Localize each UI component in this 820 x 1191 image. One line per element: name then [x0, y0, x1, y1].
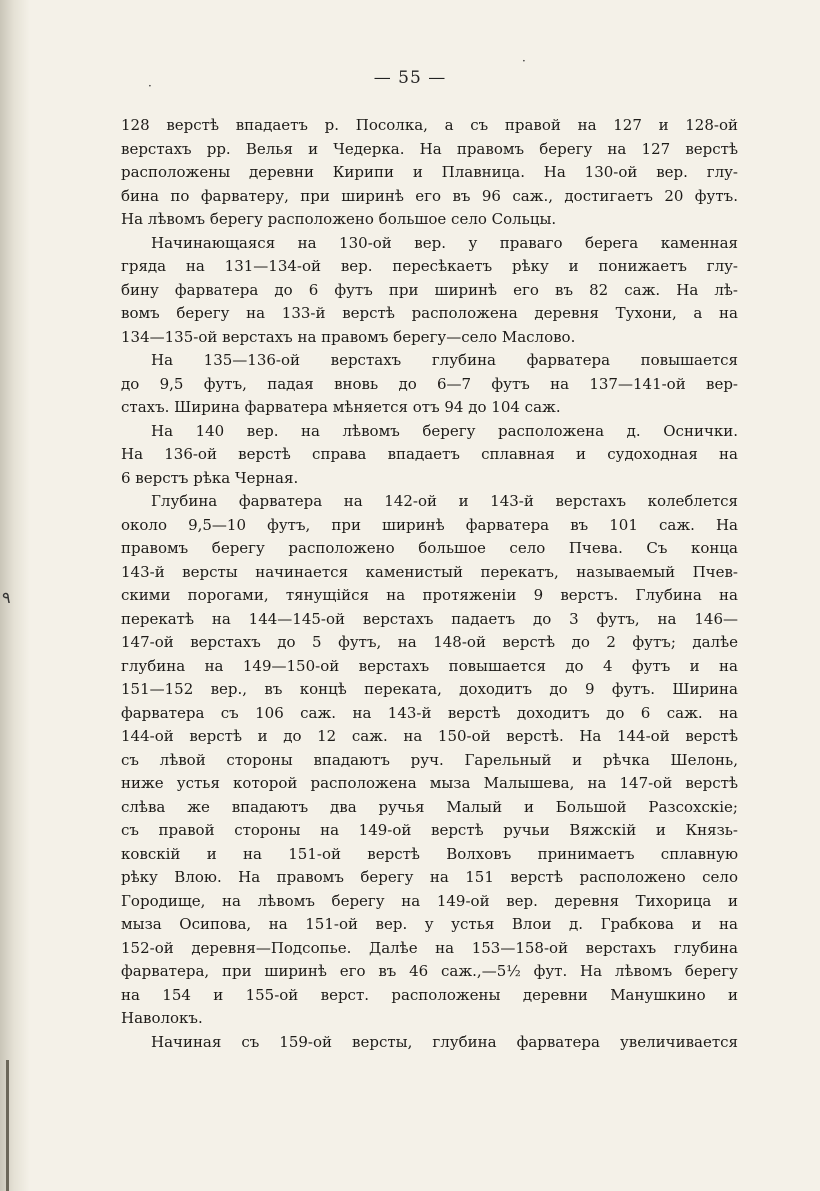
text-line: съ лѣвой стороны впадаютъ руч. Гарельный и рѣчка Шелонь,	[121, 750, 738, 769]
text-line: правомъ берегу расположено большое село Пчева. Съ конца	[121, 539, 738, 557]
text-line: мыза Осипова, на 151-ой вер. у устья Влои д. Грабкова и на	[121, 915, 738, 933]
text-line: На лѣвомъ берегу расположено большое село Сольцы.	[121, 210, 557, 228]
text-line: Городище, на лѣвомъ берегу на 149-ой вер. деревня Тихорица и	[121, 891, 738, 910]
text-line: 128 верстѣ впадаетъ р. Посолка, а съ правой на 127 и 128-ой	[121, 116, 738, 134]
text-line: слѣва же впадаютъ два ручья Малый и Большой Разсохскіе;	[121, 797, 738, 816]
body-text	[121, 114, 738, 1054]
text-line: 6 верстъ рѣка Черная.	[121, 468, 299, 487]
text-line: рѣку Влою. На правомъ берегу на 151 верстѣ расположено село	[121, 868, 738, 886]
text-line: фарватера, при ширинѣ его въ 46 саж.,—5½ фут. На лѣвомъ берегу	[121, 962, 738, 980]
text-line: фарватера съ 106 саж. на 143-й верстѣ доходитъ до 6 саж. на	[121, 703, 738, 722]
speck-mark: ٩	[2, 588, 11, 607]
text-line: гряда на 131—134-ой вер. пересѣкаетъ рѣку и понижаетъ глу-	[121, 257, 738, 275]
text-line: 151—152 вер., въ концѣ переката, доходитъ до 9 футъ. Ширина	[121, 680, 738, 698]
text-line: бина по фарватеру, при ширинѣ его въ 96 саж., достигаетъ 20 футъ.	[121, 186, 738, 205]
binding-edge	[6, 1060, 9, 1191]
text-line: стахъ. Ширина фарватера мѣняется отъ 94 до 104 саж.	[121, 398, 561, 416]
text-line: ниже устья которой расположена мыза Малышева, на 147-ой верстѣ	[121, 774, 738, 792]
page-number: — 55 —	[373, 68, 447, 88]
text-line: Глубина фарватера на 142-ой и 143-й верстахъ колеблется	[151, 492, 738, 510]
text-line: ковскій и на 151-ой верстѣ Волховъ принимаетъ сплавную	[121, 844, 738, 863]
text-line: Начинающаяся на 130-ой вер. у праваго берега каменная	[151, 233, 738, 252]
text-line: 143-й версты начинается каменистый перекатъ, называемый Пчев-	[121, 562, 738, 581]
text-line: Начиная съ 159-ой версты, глубина фарватера увеличивается	[151, 1032, 738, 1051]
text-line: Наволокъ.	[121, 1009, 203, 1027]
text-line: глубина на 149—150-ой верстахъ повышается до 4 футъ и на	[121, 656, 738, 675]
text-line: 134—135-ой верстахъ на правомъ берегу—село Маслово.	[121, 327, 576, 346]
text-line: около 9,5—10 футъ, при ширинѣ фарватера въ 101 саж. На	[121, 515, 738, 534]
text-line: верстахъ рр. Велья и Чедерка. На правомъ берегу на 127 верстѣ	[121, 139, 738, 158]
text-line: скими порогами, тянущійся на протяженіи 9 верстъ. Глубина на	[121, 586, 738, 604]
text-line: съ правой стороны на 149-ой верстѣ ручьи Вяжскій и Князь-	[121, 821, 738, 839]
text-line: расположены деревни Кирипи и Плавница. На 130-ой вер. глу-	[121, 163, 738, 181]
text-line: бину фарватера до 6 футъ при ширинѣ его въ 82 саж. На лѣ-	[121, 280, 738, 299]
text-line: На 140 вер. на лѣвомъ берегу расположена д. Оснички.	[151, 421, 738, 440]
speck-mark: ·	[148, 79, 152, 93]
text-line: 152-ой деревня—Подсопье. Далѣе на 153—158-ой верстахъ глубина	[121, 938, 738, 957]
text-line: 144-ой верстѣ и до 12 саж. на 150-ой верстѣ. На 144-ой верстѣ	[121, 727, 738, 745]
text-line: 147-ой верстахъ до 5 футъ, на 148-ой верстѣ до 2 футъ; далѣе	[121, 633, 738, 651]
text-line: до 9,5 футъ, падая вновь до 6—7 футъ на 137—141-ой вер-	[121, 374, 738, 393]
text-line: перекатѣ на 144—145-ой верстахъ падаетъ до 3 футъ, на 146—	[121, 609, 738, 628]
text-line: На 136-ой верстѣ справа впадаетъ сплавная и судоходная на	[121, 445, 738, 463]
text-line: вомъ берегу на 133-й верстѣ расположена деревня Тухони, а на	[121, 304, 738, 322]
text-line: На 135—136-ой верстахъ глубина фарватера повышается	[151, 351, 738, 369]
speck-mark: ·	[522, 54, 526, 68]
text-line: на 154 и 155-ой верст. расположены деревни Манушкино и	[121, 985, 738, 1004]
